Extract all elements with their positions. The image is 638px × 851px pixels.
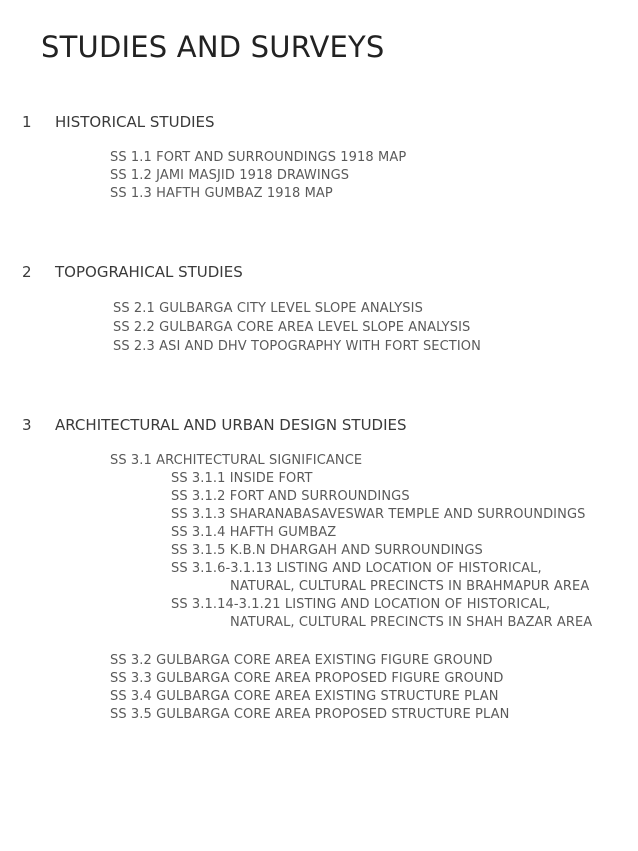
list-item: SS 1.2 JAMI MASJID 1918 DRAWINGS xyxy=(110,168,350,183)
list-item: SS 1.3 HAFTH GUMBAZ 1918 MAP xyxy=(110,186,333,201)
section-title: TOPOGRAHICAL STUDIES xyxy=(55,263,243,281)
list-item: SS 3.1 ARCHITECTURAL SIGNIFICANCE xyxy=(110,453,363,468)
list-item: SS 2.3 ASI AND DHV TOPOGRAPHY WITH FORT SECTION xyxy=(113,339,481,354)
list-item: SS 3.1.1 INSIDE FORT xyxy=(171,471,313,486)
list-item: SS 3.1.3 SHARANABASAVESWAR TEMPLE AND SURROUNDINGS xyxy=(171,507,586,522)
page-title: STUDIES AND SURVEYS xyxy=(41,30,385,64)
list-item: SS 3.1.5 K.B.N DHARGAH AND SURROUNDINGS xyxy=(171,543,483,558)
section-title: HISTORICAL STUDIES xyxy=(55,113,215,131)
list-item: SS 3.1.6-3.1.13 LISTING AND LOCATION OF HISTORICAL, xyxy=(171,561,542,576)
list-item: SS 3.3 GULBARGA CORE AREA PROPOSED FIGURE GROUND xyxy=(110,671,504,686)
list-item: SS 3.5 GULBARGA CORE AREA PROPOSED STRUCTURE PLAN xyxy=(110,707,510,722)
list-item: SS 2.1 GULBARGA CITY LEVEL SLOPE ANALYSIS xyxy=(113,301,423,316)
list-item: SS 1.1 FORT AND SURROUNDINGS 1918 MAP xyxy=(110,150,407,165)
list-item: SS 3.1.2 FORT AND SURROUNDINGS xyxy=(171,489,410,504)
section-number: 3 xyxy=(22,416,32,434)
section-number: 1 xyxy=(22,113,32,131)
list-item: SS 3.1.4 HAFTH GUMBAZ xyxy=(171,525,337,540)
list-item: SS 2.2 GULBARGA CORE AREA LEVEL SLOPE ANALYSIS xyxy=(113,320,471,335)
list-item: SS 3.1.14-3.1.21 LISTING AND LOCATION OF HISTORICAL, xyxy=(171,597,551,612)
list-item: SS 3.4 GULBARGA CORE AREA EXISTING STRUCTURE PLAN xyxy=(110,689,499,704)
list-item: SS 3.2 GULBARGA CORE AREA EXISTING FIGURE GROUND xyxy=(110,653,493,668)
list-item-continuation: NATURAL, CULTURAL PRECINCTS IN SHAH BAZAR AREA xyxy=(230,615,593,630)
section-title: ARCHITECTURAL AND URBAN DESIGN STUDIES xyxy=(55,416,407,434)
section-number: 2 xyxy=(22,263,32,281)
list-item-continuation: NATURAL, CULTURAL PRECINCTS IN BRAHMAPUR AREA xyxy=(230,579,590,594)
